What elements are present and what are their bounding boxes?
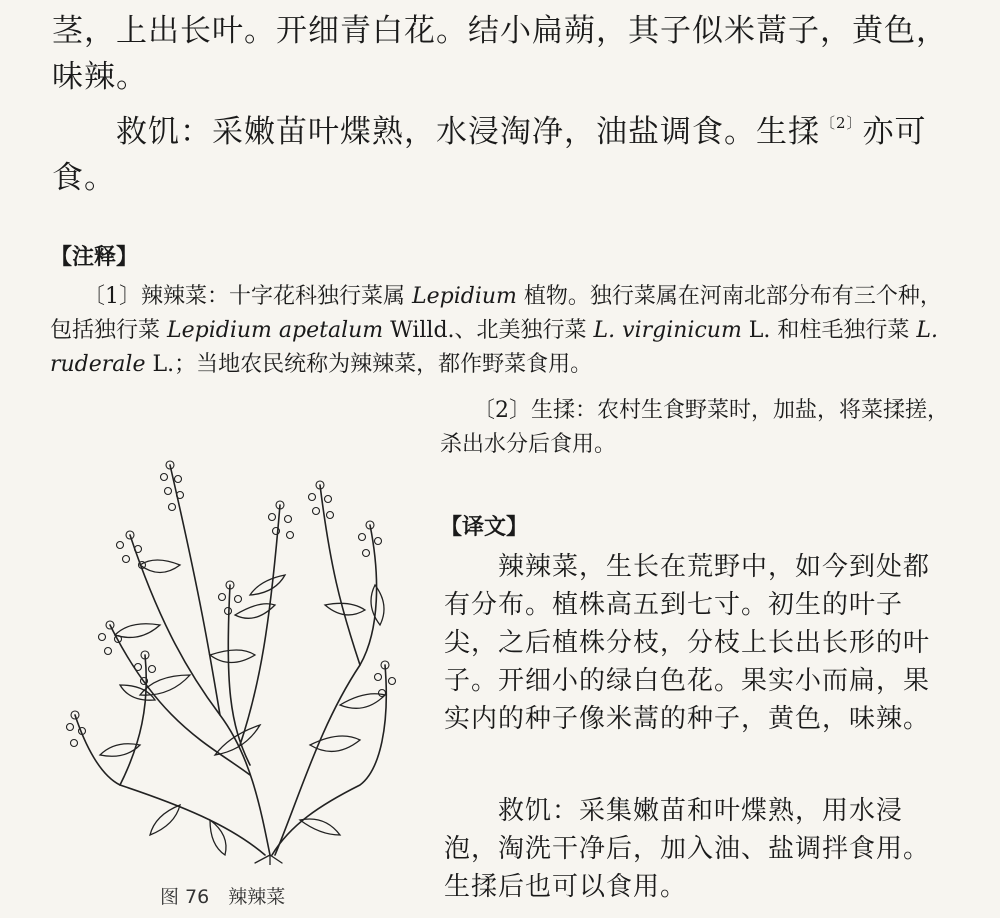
- main-paragraph-2-text-end: 亦可食。: [52, 114, 927, 196]
- note-1-text-e: L.；当地农民统称为辣辣菜，都作野菜食用。: [145, 352, 593, 377]
- note-1-text-a: 〔1〕辣辣菜：十字花科独行菜属: [50, 284, 412, 309]
- notes-heading: 【注释】: [50, 244, 139, 270]
- main-paragraph-2: [52, 100, 952, 201]
- plant-illustration: [60, 425, 410, 865]
- note-2: 〔2〕生揉：农村生食野菜时，加盐，将菜揉搓，杀出水分后食用。: [440, 398, 949, 457]
- main-paragraph-1: 茎，上出长叶。开细青白花。结小扁蒴，其子似米蒿子，黄色，味辣。: [52, 13, 948, 95]
- stems: [75, 465, 386, 855]
- main-paragraph-2-text: 救饥：采嫩苗叶煠熟，水浸淘净，油盐调食。生揉: [52, 114, 820, 150]
- genus-name: Lepidium: [412, 284, 517, 309]
- species-name-3: L. ruderale: [50, 318, 939, 377]
- translation-paragraph-2: 救饥：采集嫩苗和叶煠熟，用水浸泡，淘洗干净后，加入油、盐调拌食用。生揉后也可以食用。: [444, 796, 931, 902]
- translation-heading: 【译文】: [440, 514, 529, 540]
- species-name-1: Lepidium apetalum: [167, 318, 384, 343]
- note-1-text-b: 植物。独行菜属在河南北部分布有三个种，包括独行菜: [50, 284, 942, 343]
- species-name-2: L. virginicum: [593, 318, 742, 343]
- footnote-ref-2: 〔2〕: [820, 114, 863, 132]
- note-1-text-c: Willd.、北美独行菜: [383, 318, 594, 343]
- note-1-text-d: L. 和柱毛独行菜: [741, 318, 917, 343]
- figure-caption: 图 76 辣辣菜: [160, 886, 286, 908]
- roots: [255, 855, 282, 865]
- note-1: [50, 280, 955, 382]
- translation-paragraph-1: 辣辣菜，生长在荒野中，如今到处都有分布。植株高五到七寸。初生的叶子尖，之后植株分枝，分枝上长出长形的叶子。开细小的绿白色花。果实小而扁，果实内的种子像米蒿的种子，黄色，味辣。: [444, 552, 931, 734]
